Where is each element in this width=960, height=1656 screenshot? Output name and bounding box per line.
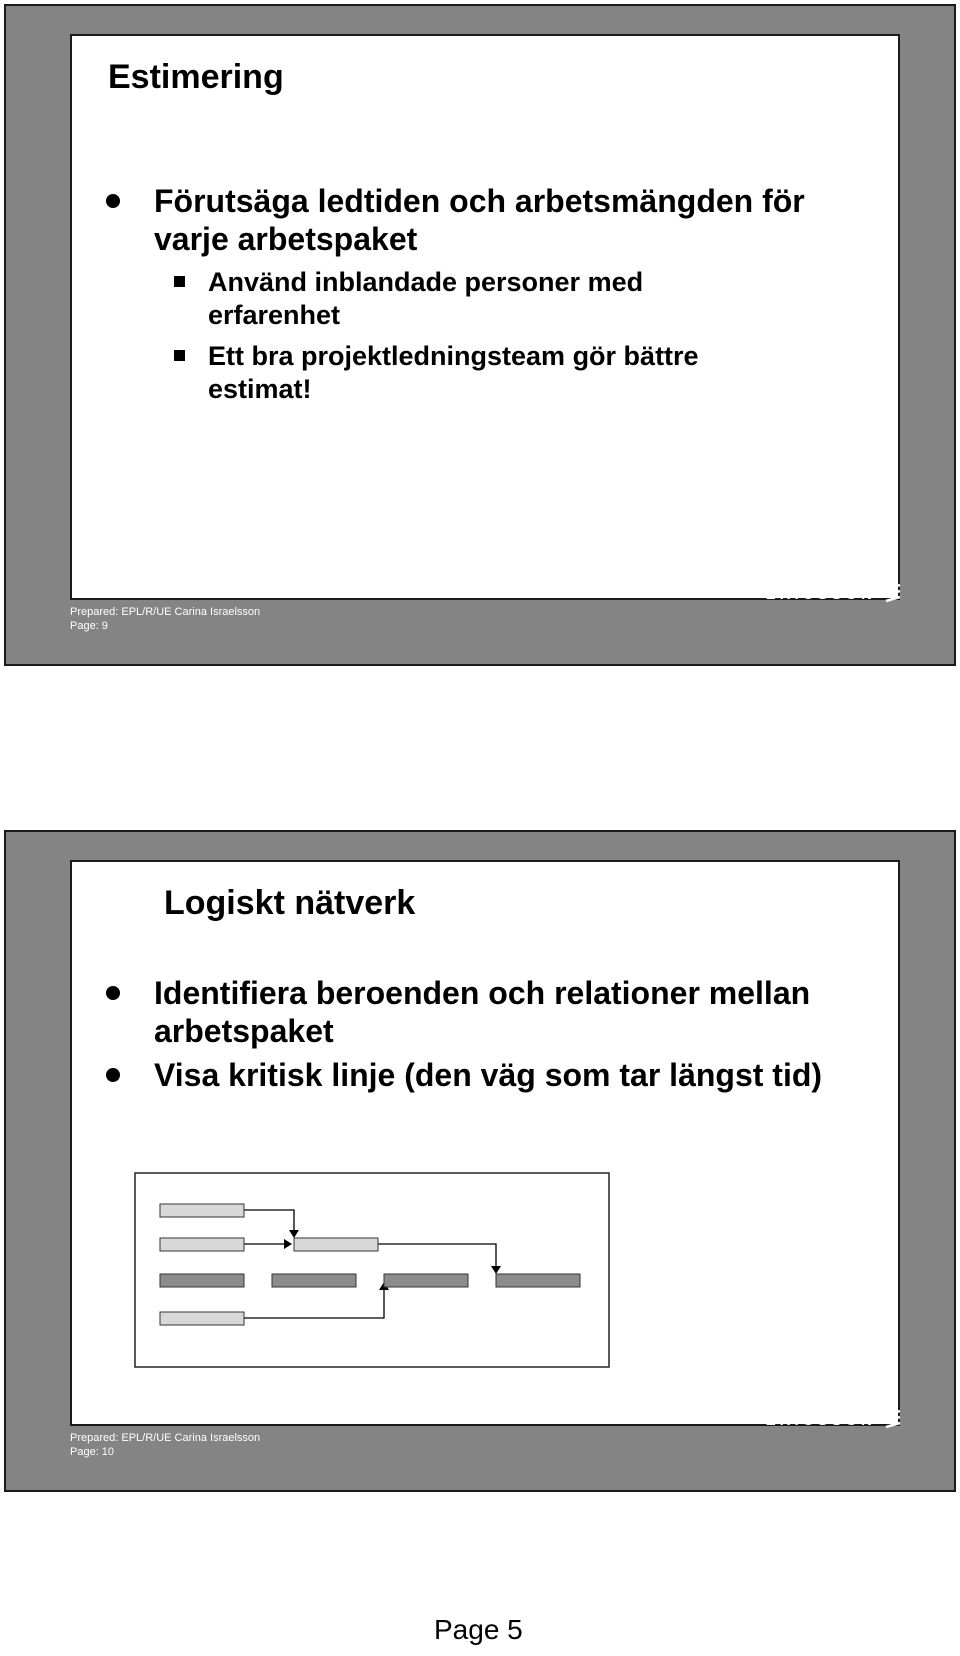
- slide-estimering: [4, 4, 956, 666]
- footer-page-number: Page: 10: [70, 1446, 115, 1458]
- task-bar: [160, 1312, 244, 1325]
- sub-bullet-item: [208, 266, 768, 332]
- logo-wordmark: ERICSSON: [765, 585, 876, 603]
- slide-title: Estimering: [108, 58, 284, 96]
- critical-task-bar: [160, 1274, 244, 1287]
- footer-company: Ericsson Erisoft AB: [72, 583, 213, 600]
- slide-logiskt-natverk: [4, 830, 956, 1492]
- slide-title: Logiskt nätverk: [164, 884, 416, 922]
- bullet-dot-icon: [106, 986, 120, 1000]
- square-bullet-icon: [174, 276, 185, 287]
- bullet-dot-icon: [106, 194, 120, 208]
- bullet-item: [154, 1056, 854, 1094]
- critical-task-bar: [496, 1274, 580, 1287]
- task-bar: [160, 1204, 244, 1217]
- slide-content-area: [70, 34, 900, 600]
- bullet-text: Visa kritisk linje (den väg som tar längst tid): [154, 1057, 823, 1093]
- sub-bullet-text: Använd inblandade personer med erfarenhet: [208, 267, 644, 330]
- sub-bullet-text: Ett bra projektledningsteam gör bättre estimat!: [208, 341, 699, 404]
- footer-prepared: Prepared: EPL/R/UE Carina Israelsson: [70, 1432, 261, 1444]
- sub-bullet-item: [208, 340, 768, 406]
- footer-company: Ericsson Erisoft AB: [72, 1409, 213, 1426]
- bullet-item: [154, 974, 854, 1050]
- ericsson-mark-icon: [884, 1410, 902, 1430]
- square-bullet-icon: [174, 350, 185, 361]
- network-diagram: [134, 1172, 610, 1368]
- footer-prepared: Prepared: EPL/R/UE Carina Israelsson: [70, 606, 261, 618]
- bullet-text: Identifiera beroenden och relationer mellan arbetspaket: [154, 975, 811, 1049]
- bullet-item: [154, 182, 854, 258]
- footer-page-number: Page: 9: [70, 620, 108, 632]
- logo-wordmark: ERICSSON: [765, 1411, 876, 1429]
- bullet-dot-icon: [106, 1068, 120, 1082]
- ericsson-logo: [766, 1410, 902, 1430]
- slide-content-area: [70, 860, 900, 1426]
- task-bar: [294, 1238, 378, 1251]
- ericsson-logo: [766, 584, 902, 604]
- task-bar: [160, 1238, 244, 1251]
- diagram-frame: [135, 1173, 609, 1367]
- critical-task-bar: [272, 1274, 356, 1287]
- ericsson-mark-icon: [884, 584, 902, 604]
- bullet-text: Förutsäga ledtiden och arbetsmängden för varje arbetspaket: [154, 183, 805, 257]
- page-label: Page 5: [434, 1614, 523, 1645]
- critical-task-bar: [384, 1274, 468, 1287]
